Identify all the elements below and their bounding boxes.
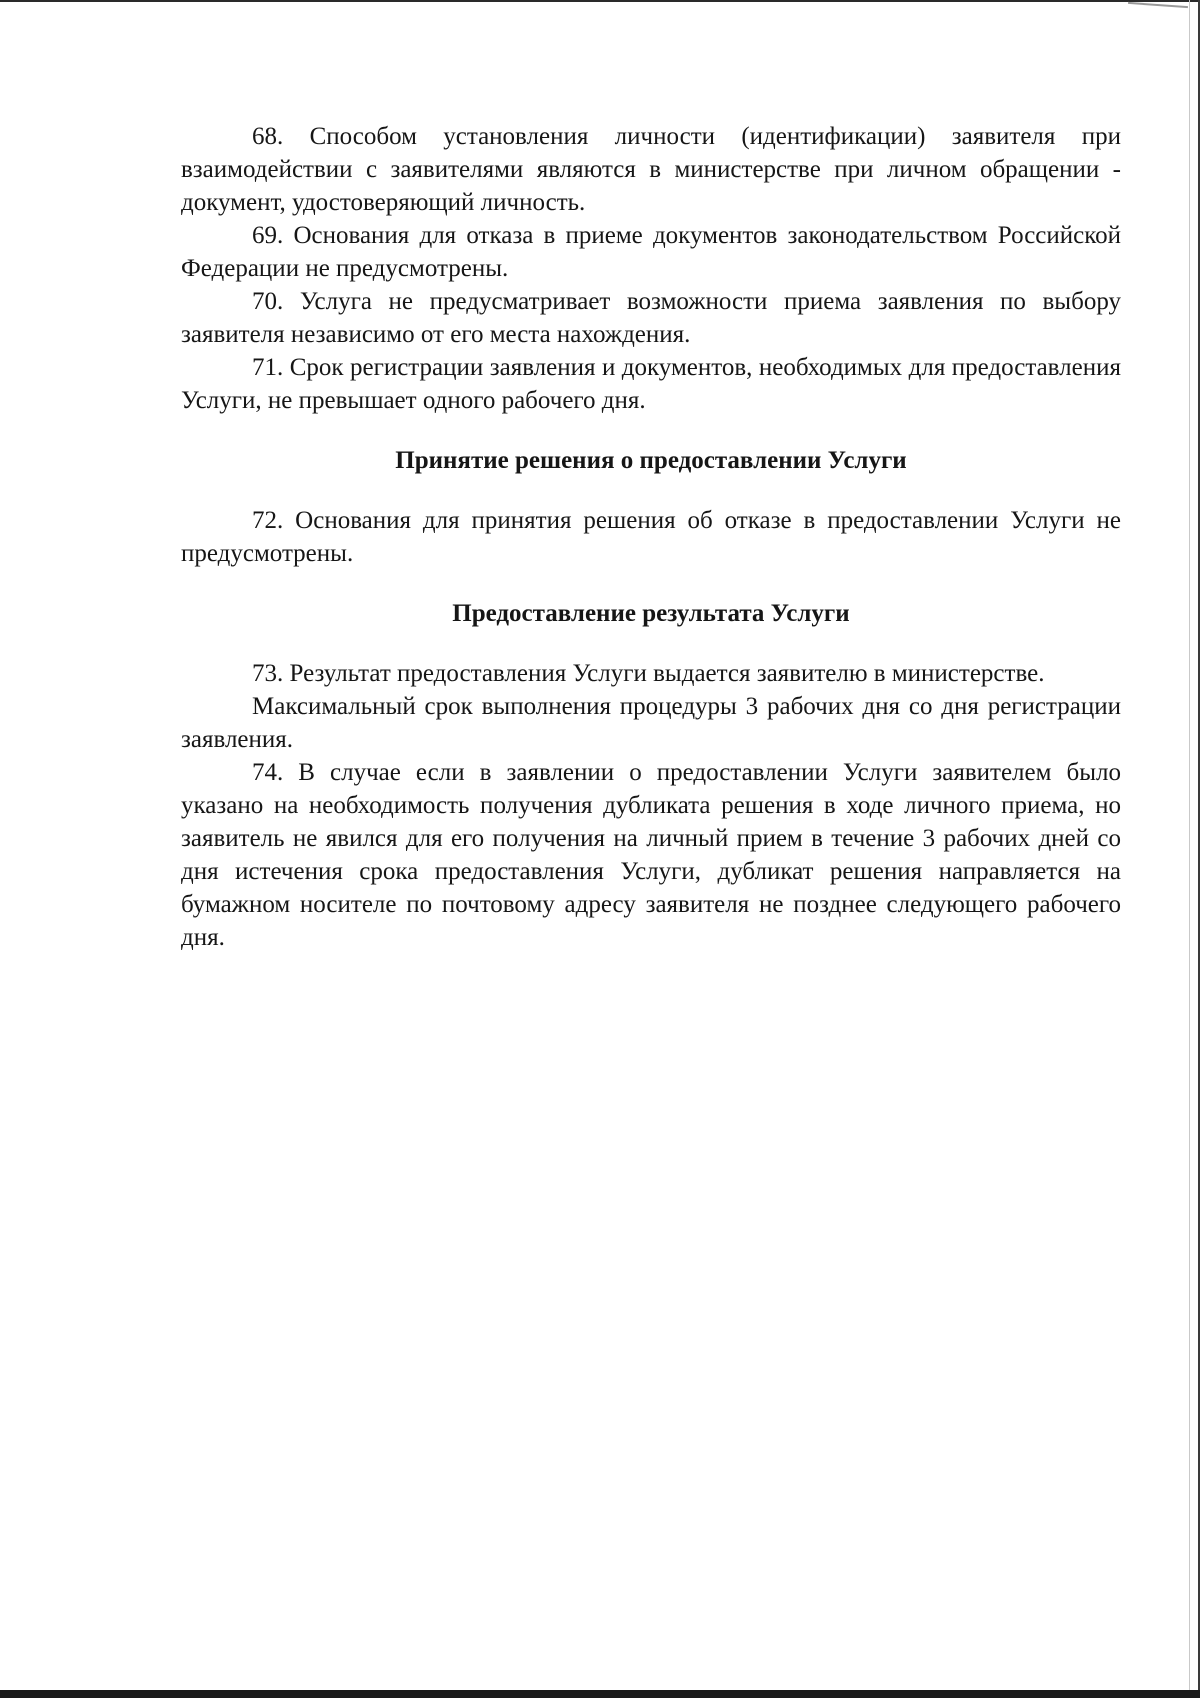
- paragraph-68: 68. Способом установления личности (идентификации) заявителя при взаимодействии с заявителями являются в министерстве при личном обращении - документ, удостоверяющий личность.: [181, 123, 1121, 216]
- paragraph-74: 74. В случае если в заявлении о предоставлении Услуги заявителем было указано на необходимость получения дубликата решения в ходе личного приема, но заявитель не явился для его получения на личный прием в течение 3 рабочих дней со дня истечения срока предоставления Услуги, дубликат решения направляется на бумажном носителе по почтовому адресу заявителя не позднее следующего рабочего дня.: [181, 759, 1121, 951]
- document-body: [181, 120, 1121, 954]
- scan-edge-bottom: [0, 1690, 1200, 1698]
- section-heading-result: Предоставление результата Услуги: [452, 600, 850, 627]
- paragraph-71: 71. Срок регистрации заявления и документов, необходимых для предоставления Услуги, не превышает одного рабочего дня.: [181, 354, 1121, 414]
- paragraph-69: 69. Основания для отказа в приеме документов законодательством Российской Федерации не предусмотрены.: [181, 222, 1121, 282]
- paragraph-max-term: Максимальный срок выполнения процедуры 3 рабочих дня со дня регистрации заявления.: [181, 693, 1121, 753]
- scan-edge-right-inner: [1189, 0, 1190, 1698]
- paragraph-72: 72. Основания для принятия решения об отказе в предоставлении Услуги не предусмотрены.: [181, 507, 1121, 567]
- paragraph-70: 70. Услуга не предусматривает возможности приема заявления по выбору заявителя независимо от его места нахождения.: [181, 288, 1121, 348]
- scan-corner-mark: [1128, 2, 1188, 8]
- scan-edge-top: [0, 0, 1200, 2]
- paragraph-73: 73. Результат предоставления Услуги выдается заявителю в министерстве.: [252, 660, 1045, 687]
- section-heading-decision: Принятие решения о предоставлении Услуги: [395, 447, 907, 474]
